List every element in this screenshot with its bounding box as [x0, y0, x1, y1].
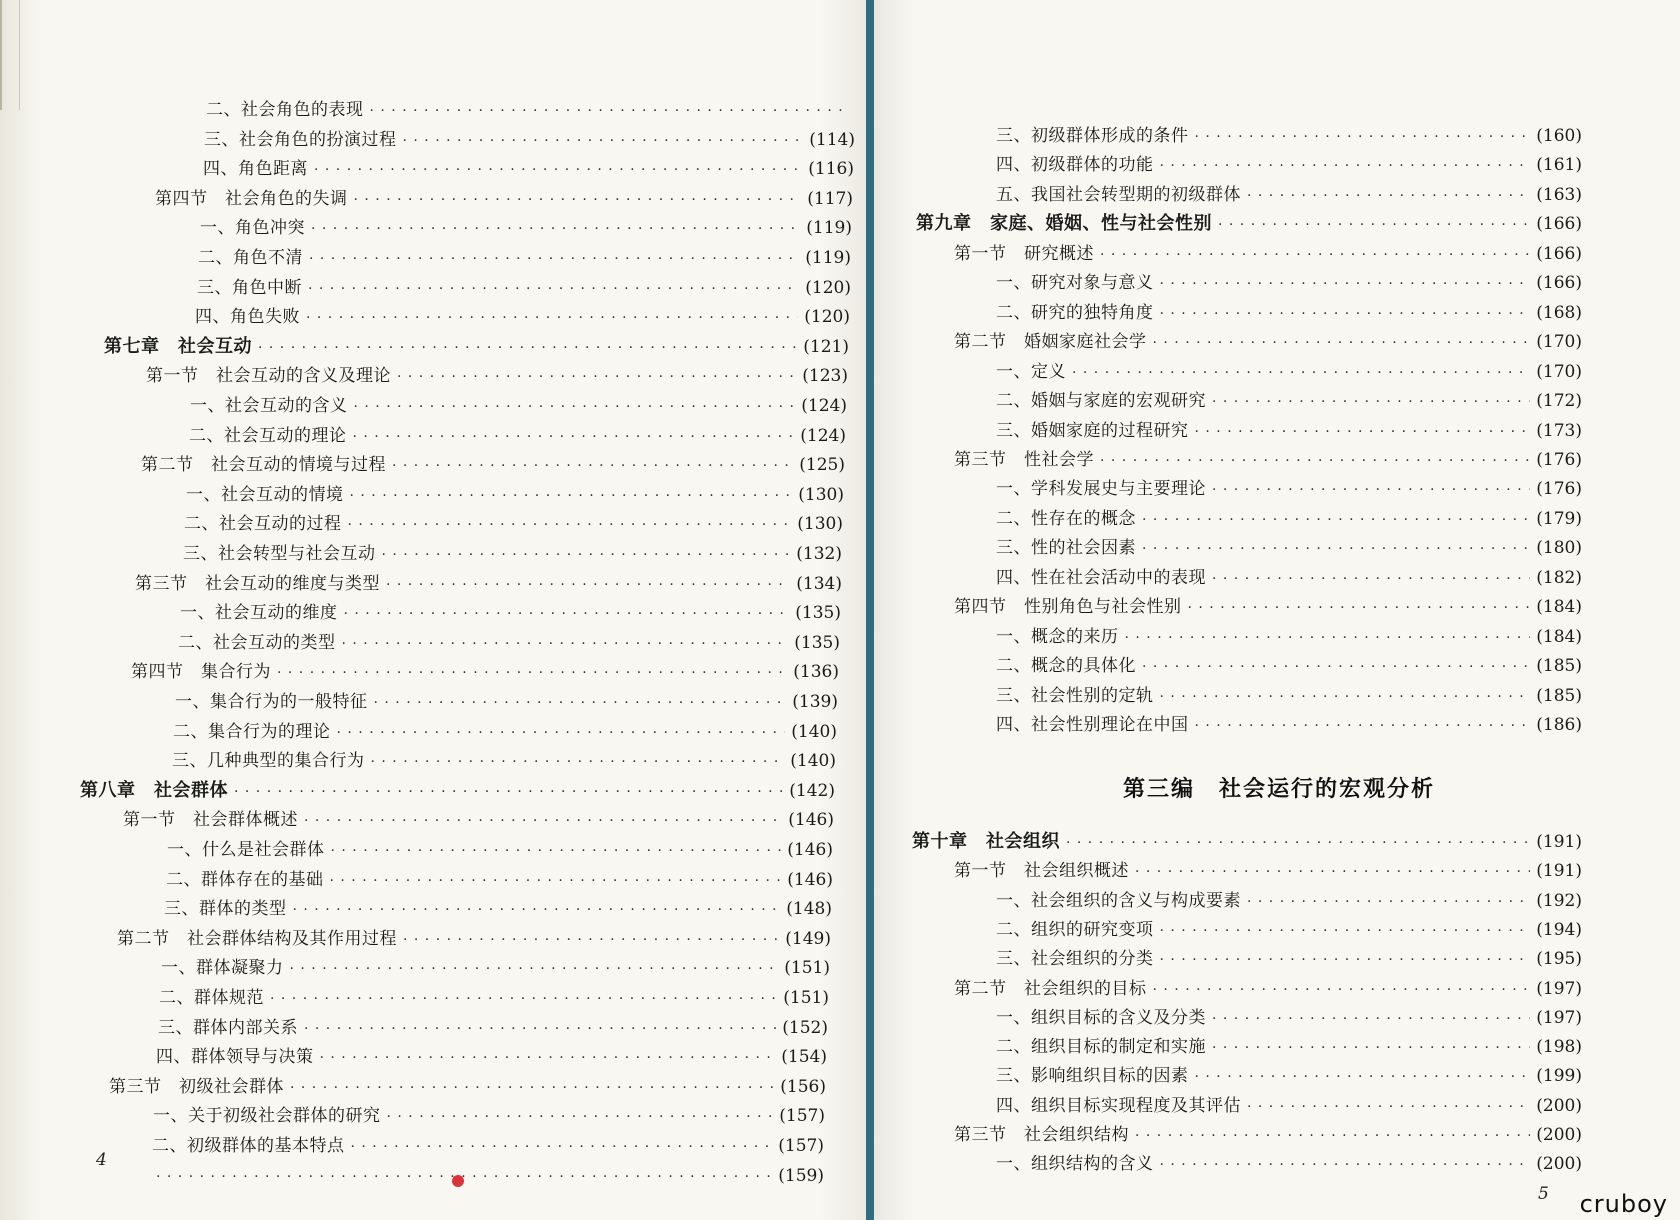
toc-item — [173, 720, 837, 745]
toc-chapter — [104, 335, 849, 360]
toc-entry-title: 第四节 社会角色的失调 — [155, 188, 348, 209]
leader-dots — [304, 1016, 776, 1041]
part-heading: 第三编 社会运行的宏观分析 — [1123, 777, 1436, 802]
toc-item — [150, 1164, 824, 1189]
toc-entry-title: 二、群体规范 — [159, 988, 264, 1008]
toc-entry-page: (151) — [783, 988, 829, 1008]
toc-section — [135, 572, 842, 597]
leader-dots — [156, 1164, 772, 1189]
toc-entry-page: (192) — [1536, 890, 1582, 911]
toc-entry-page: (125) — [799, 455, 845, 476]
toc-entry-title: 二、集合行为的理论 — [173, 721, 331, 742]
toc-entry-title: 一、社会组织的含义与构成要素 — [996, 890, 1241, 911]
leader-dots — [403, 927, 779, 952]
leader-dots — [1160, 301, 1531, 326]
toc-section — [954, 595, 1582, 620]
leader-dots — [354, 394, 796, 419]
toc-item — [178, 631, 840, 656]
toc-entry-page: (182) — [1536, 567, 1582, 588]
toc-section — [123, 808, 834, 833]
toc-item — [203, 157, 854, 182]
leader-dots — [370, 98, 851, 123]
leader-dots — [1195, 1064, 1531, 1089]
toc-entry-title: 三、婚姻家庭的过程研究 — [996, 420, 1189, 441]
toc-entry-page: (146) — [787, 840, 833, 860]
toc-entry-title: 三、群体的类型 — [164, 899, 287, 920]
leader-dots — [306, 305, 798, 330]
toc-entry-page: (173) — [1536, 420, 1582, 441]
toc-entry-title: 第一节 社会群体概述 — [123, 810, 298, 831]
leader-dots — [1188, 595, 1531, 620]
toc-entry-title: 第三节 初级社会群体 — [109, 1076, 284, 1097]
red-ink-mark — [452, 1175, 464, 1187]
toc-entry-page: (123) — [802, 366, 848, 387]
toc-entry-page: (146) — [787, 869, 833, 890]
toc-entry-title: 一、角色冲突 — [200, 218, 305, 239]
toc-item — [153, 1104, 825, 1129]
leader-dots — [1100, 448, 1530, 473]
toc-entry-title: 二、概念的具体化 — [996, 656, 1136, 677]
toc-entry-page: (172) — [1536, 391, 1582, 412]
toc-item — [996, 1006, 1582, 1031]
toc-entry-page: (170) — [1536, 361, 1582, 382]
toc-item — [175, 690, 838, 715]
toc-item — [189, 424, 846, 449]
toc-entry-title: 四、社会性别理论在中国 — [996, 715, 1189, 735]
toc-item — [996, 360, 1582, 385]
leader-dots — [1212, 566, 1530, 591]
toc-entry-title: 三、群体内部关系 — [158, 1017, 298, 1038]
toc-chapter — [80, 779, 835, 804]
toc-item — [996, 507, 1582, 532]
toc-item — [996, 1064, 1582, 1089]
toc-entry-title: 第三节 社会组织结构 — [954, 1125, 1129, 1145]
toc-item — [996, 713, 1582, 738]
toc-entry-page: (157) — [779, 1106, 825, 1127]
leader-dots — [344, 601, 790, 626]
leader-dots — [1212, 1006, 1530, 1031]
toc-entry-page: (151) — [784, 958, 830, 979]
toc-entry-page: (121) — [803, 336, 849, 357]
toc-section — [954, 330, 1582, 355]
toc-item — [152, 1134, 824, 1159]
toc-entry-page: (152) — [782, 1017, 828, 1038]
toc-entry-page: (185) — [1536, 685, 1582, 706]
toc-entry-page: (120) — [804, 307, 850, 328]
toc-entry-title: 一、什么是社会群体 — [167, 840, 325, 860]
toc-item — [996, 654, 1582, 679]
toc-entry-page: (119) — [806, 218, 852, 239]
toc-entry-title: 二、社会互动的理论 — [189, 425, 347, 446]
toc-entry-title: 一、社会互动的维度 — [180, 603, 338, 624]
toc-entry-page: (200) — [1536, 1154, 1582, 1175]
toc-item — [996, 301, 1582, 326]
toc-item — [190, 394, 847, 419]
toc-entry-page: (156) — [780, 1076, 826, 1097]
toc-item — [204, 128, 855, 153]
leader-dots — [1160, 684, 1531, 709]
toc-entry-title: 第十章 社会组织 — [912, 831, 1060, 852]
book-gutter — [866, 0, 874, 1220]
toc-entry-page: (136) — [793, 662, 839, 683]
toc-section — [131, 660, 839, 685]
toc-entry-title: 二、群体存在的基础 — [166, 869, 324, 890]
toc-entry-page: (200) — [1536, 1125, 1582, 1145]
leader-dots — [290, 1075, 774, 1100]
toc-item — [172, 749, 836, 774]
toc-entry-page: (179) — [1536, 508, 1582, 529]
leader-dots — [1142, 536, 1530, 561]
toc-entry-page: (166) — [1536, 214, 1582, 235]
toc-chapter — [912, 830, 1582, 855]
toc-entry-title: 五、我国社会转型期的初级群体 — [996, 184, 1241, 205]
toc-entry-title: 三、社会角色的扮演过程 — [204, 129, 397, 150]
leader-dots — [320, 1045, 776, 1070]
toc-entry-title: 第四节 集合行为 — [131, 662, 271, 683]
leader-dots — [1160, 271, 1531, 296]
toc-item — [180, 601, 841, 626]
toc-entry-page: (130) — [797, 514, 843, 535]
toc-section — [146, 364, 848, 389]
toc-entry-page: (195) — [1536, 949, 1582, 970]
toc-entry-page: (135) — [794, 632, 840, 653]
toc-entry-title: 第一节 研究概述 — [954, 243, 1094, 264]
toc-item — [996, 124, 1582, 149]
toc-item — [198, 246, 851, 271]
toc-entry-page: (200) — [1536, 1095, 1582, 1116]
toc-entry-page: (191) — [1536, 832, 1582, 852]
leader-dots — [1218, 212, 1530, 237]
toc-item — [996, 918, 1582, 943]
toc-entry-title: 一、组织目标的含义及分类 — [996, 1007, 1206, 1028]
leader-dots — [350, 483, 793, 508]
leader-dots — [1195, 419, 1531, 444]
toc-entry-title: 第四节 性别角色与社会性别 — [954, 597, 1182, 618]
toc-entry-page: (160) — [1536, 126, 1582, 146]
toc-entry-title: 二、社会角色的表现 — [206, 100, 364, 120]
toc-entry-page: (168) — [1536, 302, 1582, 323]
toc-section — [155, 187, 853, 212]
toc-entry-page: (180) — [1536, 538, 1582, 559]
toc-entry-title: 四、性在社会活动中的表现 — [996, 567, 1206, 588]
toc-entry-page: (154) — [781, 1047, 827, 1068]
leader-dots — [309, 246, 799, 271]
leader-dots — [337, 720, 786, 745]
leader-dots — [1072, 360, 1530, 385]
leader-dots — [1247, 183, 1530, 208]
toc-section — [954, 859, 1582, 884]
toc-entry-title: 二、社会互动的过程 — [184, 514, 342, 535]
toc-item — [996, 1094, 1582, 1119]
toc-entry-title: 一、关于初级社会群体的研究 — [153, 1106, 381, 1127]
leader-dots — [1100, 242, 1530, 267]
toc-section — [954, 977, 1582, 1002]
toc-section — [141, 453, 845, 478]
toc-item — [996, 536, 1582, 561]
toc-entry-page: (140) — [790, 751, 836, 772]
toc-entry-title: 一、学科发展史与主要理论 — [996, 479, 1206, 500]
toc-item — [996, 1035, 1582, 1060]
toc-entry-page: (166) — [1536, 273, 1582, 294]
toc-entry-title: 二、组织目标的制定和实施 — [996, 1037, 1206, 1058]
toc-entry-page: (120) — [805, 277, 851, 298]
leader-dots — [270, 986, 777, 1011]
toc-item — [996, 389, 1582, 414]
leader-dots — [1212, 389, 1530, 414]
leader-dots — [1142, 654, 1530, 679]
toc-item — [996, 889, 1582, 914]
toc-entry-page: (124) — [800, 425, 846, 446]
leader-dots — [1125, 625, 1531, 650]
toc-entry-title: 一、组织结构的含义 — [996, 1154, 1154, 1175]
toc-entry-title: 四、角色距离 — [203, 159, 308, 180]
toc-entry-page: (116) — [808, 159, 854, 180]
toc-entry-title: 二、研究的独特角度 — [996, 302, 1154, 323]
toc-entry-title: 三、社会组织的分类 — [996, 949, 1154, 970]
toc-section — [117, 927, 831, 952]
toc-item — [164, 897, 832, 922]
leader-dots — [1212, 477, 1530, 502]
toc-entry-title: 三、几种典型的集合行为 — [172, 751, 365, 772]
page-number-right: 5 — [1538, 1184, 1549, 1204]
toc-entry-title: 二、婚姻与家庭的宏观研究 — [996, 391, 1206, 412]
toc-entry-page: (159) — [778, 1165, 824, 1186]
toc-entry-title: 四、组织目标实现程度及其评估 — [996, 1095, 1241, 1116]
toc-entry-page: (148) — [786, 899, 832, 920]
leader-dots — [1142, 507, 1530, 532]
toc-entry-page: (163) — [1536, 184, 1582, 205]
leader-dots — [293, 897, 781, 922]
toc-entry-title: 三、社会转型与社会互动 — [183, 544, 376, 564]
leader-dots — [387, 1104, 774, 1129]
toc-entry-title: 二、组织的研究变项 — [996, 919, 1154, 940]
leader-dots — [1066, 830, 1530, 855]
toc-entry-page: (170) — [1536, 332, 1582, 353]
toc-item — [156, 1045, 827, 1070]
toc-item — [161, 956, 830, 981]
toc-entry-page: (114) — [809, 129, 855, 150]
toc-entry-page: (161) — [1536, 155, 1582, 176]
toc-entry-page: (140) — [791, 721, 837, 742]
leader-dots — [290, 956, 779, 981]
leader-dots — [311, 216, 800, 241]
leader-dots — [258, 335, 797, 360]
toc-entry-title: 第三节 社会互动的维度与类型 — [135, 573, 380, 594]
toc-entry-title: 二、角色不清 — [198, 248, 303, 268]
leader-dots — [403, 128, 804, 153]
toc-item — [183, 542, 842, 567]
toc-item — [186, 483, 844, 508]
leader-dots — [371, 749, 785, 774]
toc-item — [197, 276, 851, 301]
toc-section — [954, 448, 1582, 473]
toc-entry-title: 三、社会性别的定轨 — [996, 685, 1154, 706]
toc-entry-title: 一、研究对象与意义 — [996, 273, 1154, 294]
leader-dots — [1212, 1035, 1530, 1060]
leader-dots — [308, 276, 799, 301]
leader-dots — [1135, 1123, 1530, 1148]
toc-entry-page: (176) — [1536, 449, 1582, 470]
leader-dots — [353, 424, 795, 449]
leader-dots — [351, 1134, 773, 1159]
toc-section — [109, 1075, 826, 1100]
leader-dots — [397, 364, 796, 389]
toc-entry-title: 一、社会互动的含义 — [190, 396, 348, 416]
toc-entry-title: 第七章 社会互动 — [104, 335, 252, 357]
toc-entry-title: 第八章 社会群体 — [80, 779, 228, 801]
toc-item — [166, 868, 833, 893]
toc-entry-title: 第一节 社会组织概述 — [954, 861, 1129, 882]
toc-item — [996, 183, 1582, 208]
toc-entry-title: 二、性存在的概念 — [996, 508, 1136, 529]
toc-entry-title: 三、性的社会因素 — [996, 538, 1136, 559]
toc-entry-page: (186) — [1536, 715, 1582, 735]
leader-dots — [277, 660, 787, 685]
toc-item — [996, 1152, 1582, 1177]
toc-entry-page: (135) — [795, 603, 841, 624]
leader-dots — [354, 187, 802, 212]
toc-entry-title: 二、社会互动的类型 — [178, 632, 336, 653]
toc-entry-page: (184) — [1536, 626, 1582, 647]
leader-dots — [392, 453, 793, 478]
toc-entry-page: (197) — [1536, 1007, 1582, 1028]
leader-dots — [234, 779, 783, 804]
toc-item — [158, 1016, 828, 1041]
leader-dots — [1247, 1094, 1530, 1119]
page-number-left: 4 — [96, 1150, 107, 1170]
toc-item — [996, 477, 1582, 502]
toc-entry-title: 第二节 社会群体结构及其作用过程 — [117, 928, 397, 949]
toc-entry-title: 第二节 婚姻家庭社会学 — [954, 332, 1147, 353]
toc-item — [195, 305, 850, 330]
leader-dots — [314, 157, 802, 182]
toc-entry-page: (184) — [1536, 597, 1582, 618]
leader-dots — [331, 838, 782, 863]
toc-entry-title: 四、群体领导与决策 — [156, 1047, 314, 1068]
toc-entry-page: (139) — [792, 692, 838, 712]
toc-entry-page: (119) — [805, 248, 851, 268]
leader-dots — [1160, 947, 1531, 972]
toc-entry-page: (198) — [1536, 1037, 1582, 1058]
right-page — [874, 0, 1680, 1220]
toc-entry-page: (197) — [1536, 978, 1582, 999]
leader-dots — [1160, 918, 1531, 943]
toc-entry-title: 第二节 社会组织的目标 — [954, 978, 1147, 999]
toc-entry-page: (130) — [798, 484, 844, 505]
toc-item — [184, 512, 843, 537]
watermark: cruboy — [1579, 1190, 1668, 1218]
toc-entry-page: (185) — [1536, 656, 1582, 677]
toc-entry-title: 一、群体凝聚力 — [161, 958, 284, 979]
toc-entry-title: 第三节 性社会学 — [954, 449, 1094, 470]
toc-entry-page: (157) — [778, 1136, 824, 1156]
toc-entry-title: 三、角色中断 — [197, 277, 302, 298]
toc-entry-page: (149) — [785, 928, 831, 949]
toc-item — [159, 986, 829, 1011]
leader-dots — [1135, 859, 1530, 884]
toc-item — [996, 153, 1582, 178]
toc-item — [996, 271, 1582, 296]
toc-entry-page: (132) — [796, 544, 842, 564]
toc-section — [954, 1123, 1582, 1148]
leader-dots — [1153, 330, 1531, 355]
leader-dots — [386, 572, 790, 597]
leader-dots — [1195, 124, 1531, 149]
toc-item — [200, 216, 852, 241]
toc-entry-page: (124) — [801, 396, 847, 416]
toc-entry-title: 四、角色失败 — [195, 307, 300, 328]
toc-entry-page: (191) — [1536, 861, 1582, 882]
toc-entry-title: 第九章 家庭、婚姻、性与社会性别 — [916, 213, 1212, 235]
toc-entry-page: (134) — [796, 573, 842, 594]
toc-entry-page: (142) — [789, 780, 835, 801]
toc-item — [167, 838, 833, 863]
toc-item — [996, 684, 1582, 709]
toc-entry-title: 第二节 社会互动的情境与过程 — [141, 455, 386, 476]
toc-entry-title: 二、初级群体的基本特点 — [152, 1136, 345, 1156]
toc-item — [996, 566, 1582, 591]
toc-entry-page: (146) — [788, 810, 834, 831]
toc-entry-page: (199) — [1536, 1066, 1582, 1087]
toc-section — [954, 242, 1582, 267]
toc-item — [996, 947, 1582, 972]
leader-dots — [330, 868, 782, 893]
leader-dots — [1247, 889, 1530, 914]
leader-dots — [1160, 1152, 1531, 1177]
toc-entry-title: 一、集合行为的一般特征 — [175, 692, 368, 712]
page-edge — [0, 0, 20, 110]
toc-entry-title: 一、社会互动的情境 — [186, 484, 344, 505]
toc-chapter — [916, 212, 1582, 237]
toc-entry-title: 三、影响组织目标的因素 — [996, 1066, 1189, 1087]
toc-item — [996, 625, 1582, 650]
toc-item — [206, 98, 856, 123]
leader-dots — [348, 512, 792, 537]
toc-entry-title: 第一节 社会互动的含义及理论 — [146, 366, 391, 387]
leader-dots — [1153, 977, 1531, 1002]
leader-dots — [382, 542, 791, 567]
toc-entry-title: 四、初级群体的功能 — [996, 155, 1154, 176]
toc-entry-page: (166) — [1536, 243, 1582, 264]
toc-entry-page: (194) — [1536, 919, 1582, 940]
leader-dots — [304, 808, 782, 833]
toc-entry-title: 一、定义 — [996, 361, 1066, 382]
leader-dots — [1160, 153, 1531, 178]
toc-entry-title: 一、概念的来历 — [996, 626, 1119, 647]
leader-dots — [342, 631, 789, 656]
toc-entry-page: (176) — [1536, 479, 1582, 500]
toc-item — [996, 419, 1582, 444]
toc-entry-page: (117) — [807, 188, 853, 209]
toc-entry-title: 三、初级群体形成的条件 — [996, 126, 1189, 146]
leader-dots — [1195, 713, 1531, 738]
leader-dots — [374, 690, 787, 715]
